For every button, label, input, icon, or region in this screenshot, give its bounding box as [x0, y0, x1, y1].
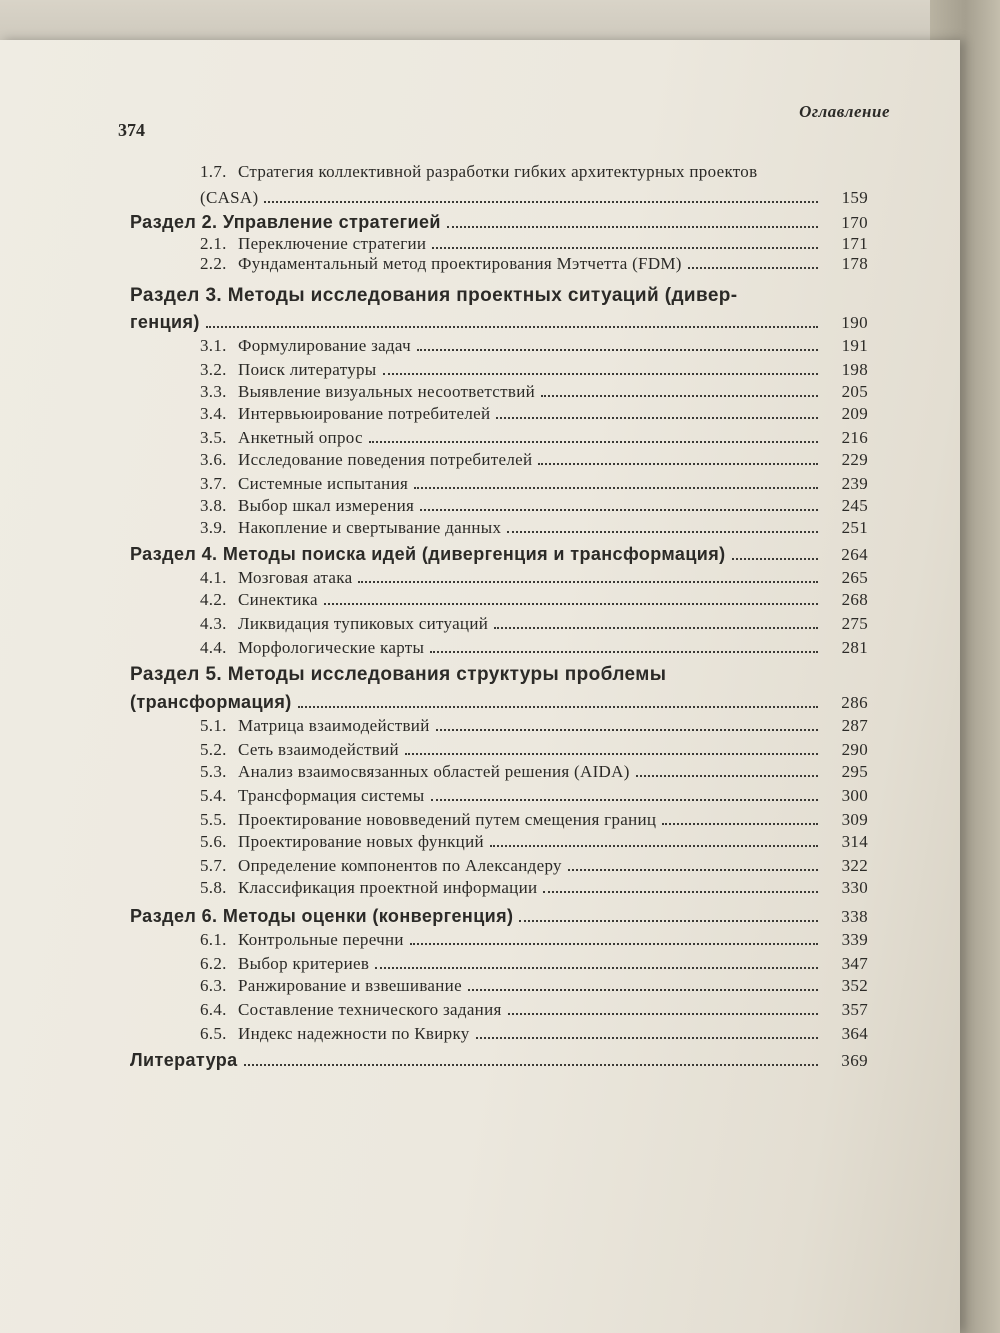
- toc-title-text: Контрольные перечни: [238, 930, 404, 949]
- toc-item-row[interactable]: [200, 762, 868, 782]
- dot-leader: [508, 1013, 818, 1015]
- toc-page-number: 198: [841, 360, 868, 379]
- toc-section-row[interactable]: [130, 692, 868, 713]
- toc-item-row[interactable]: [200, 930, 868, 950]
- toc-page-number: 300: [841, 786, 868, 805]
- toc-item-row[interactable]: [200, 786, 868, 806]
- toc-page-number: 159: [841, 188, 868, 207]
- toc-title-text: Классификация проектной информации: [238, 878, 538, 897]
- toc-item-number: 5.7.: [200, 856, 227, 875]
- toc-item-title: [200, 518, 501, 538]
- dot-leader: [543, 891, 818, 893]
- toc-page-number: 171: [841, 234, 868, 253]
- toc-item-number: 3.7.: [200, 474, 227, 493]
- dot-leader: [405, 753, 818, 755]
- toc-section-title: [130, 1050, 238, 1071]
- toc-page-number: 251: [841, 518, 868, 537]
- running-header: Оглавление: [799, 102, 890, 121]
- toc-title-text: Сеть взаимодействий: [238, 740, 399, 759]
- toc-item-number: 5.4.: [200, 786, 227, 805]
- toc-title-text: Анализ взаимосвязанных областей решения (AIDA): [238, 762, 630, 781]
- toc-item-number: 5.5.: [200, 810, 227, 829]
- toc-title-text: Индекс надежности по Квирку: [238, 1024, 470, 1043]
- toc-item-title: [200, 188, 258, 208]
- toc-page-number: 347: [841, 954, 868, 973]
- toc-item-row[interactable]: [200, 336, 868, 356]
- toc-title-text: Анкетный опрос: [238, 428, 363, 447]
- toc-item-row[interactable]: [200, 832, 868, 852]
- dot-leader: [375, 967, 818, 969]
- dot-leader: [420, 509, 818, 511]
- toc-title-text: Раздел 4. Методы поиска идей (дивергенция и трансформация): [130, 544, 726, 564]
- toc-item-row[interactable]: [200, 450, 868, 470]
- toc-page-number: 281: [841, 638, 868, 657]
- toc-item-row[interactable]: [200, 360, 868, 380]
- toc-item-row[interactable]: [200, 1024, 868, 1044]
- toc-page-number: 239: [841, 474, 868, 493]
- toc-section-line: [130, 285, 738, 307]
- dot-leader: [324, 603, 818, 605]
- toc-page-number: 216: [841, 428, 868, 447]
- toc-page-number: 286: [841, 693, 868, 712]
- book-page: [0, 40, 960, 1333]
- dot-leader: [541, 395, 818, 397]
- toc-title-text: Мозговая атака: [238, 568, 353, 587]
- toc-item-number: 5.8.: [200, 878, 227, 897]
- dot-leader: [688, 267, 818, 269]
- toc-page-number: 229: [841, 450, 868, 469]
- toc-item-number: 3.5.: [200, 428, 227, 447]
- toc-title-text: Матрица взаимодействий: [238, 716, 430, 735]
- toc-page-number: 309: [841, 810, 868, 829]
- toc-item-number: 4.2.: [200, 590, 227, 609]
- dot-leader: [519, 920, 818, 922]
- toc-item-row[interactable]: [200, 590, 868, 610]
- toc-title-line1: Стратегия коллективной разработки гибких архитектурных проектов: [238, 162, 758, 181]
- toc-title-text: Формулирование задач: [238, 336, 411, 355]
- toc-title-text: Морфологические карты: [238, 638, 425, 657]
- toc-page-number: 209: [841, 404, 868, 423]
- dot-leader: [476, 1037, 818, 1039]
- toc-title-text: Фундаментальный метод проектирования Мэтчетта (FDM): [238, 254, 682, 273]
- toc-section-row[interactable]: [130, 544, 868, 565]
- toc-title-text: Составление технического задания: [238, 1000, 502, 1019]
- toc-item-title: [200, 360, 377, 380]
- dot-leader: [490, 845, 818, 847]
- toc-page-number: 190: [841, 313, 868, 332]
- toc-section-row[interactable]: [130, 906, 868, 927]
- toc-item-number: 1.7.: [200, 162, 227, 181]
- toc-section-line: [130, 664, 666, 686]
- toc-item-number: 3.4.: [200, 404, 227, 423]
- toc-section-title: [130, 212, 441, 233]
- toc-item-row[interactable]: [200, 496, 868, 516]
- toc-title-text: Накопление и свертывание данных: [238, 518, 502, 537]
- toc-item-number: 6.2.: [200, 954, 227, 973]
- toc-item-number: 4.3.: [200, 614, 227, 633]
- toc-title-text: Раздел 6. Методы оценки (конвергенция): [130, 906, 514, 926]
- toc-title-text: Раздел 2. Управление стратегией: [130, 212, 441, 232]
- dot-leader: [298, 706, 818, 708]
- toc-item-line: [200, 162, 757, 182]
- toc-page-number: 290: [841, 740, 868, 759]
- toc-item-title: [200, 496, 414, 516]
- toc-item-title: [200, 1024, 470, 1044]
- toc-item-title: [200, 404, 490, 424]
- toc-item-row[interactable]: [200, 474, 868, 494]
- toc-item-title: [200, 1000, 502, 1020]
- toc-item-title: [200, 716, 430, 736]
- toc-item-title: [200, 254, 682, 274]
- dot-leader: [358, 581, 818, 583]
- toc-item-row[interactable]: [200, 614, 868, 634]
- toc-title-text: Поиск литературы: [238, 360, 377, 379]
- toc-section-title: [130, 312, 200, 333]
- toc-title-text: Определение компонентов по Александеру: [238, 856, 562, 875]
- toc-page-number: 330: [841, 878, 868, 897]
- dot-leader: [264, 201, 818, 203]
- toc-item-title: [200, 382, 535, 402]
- dot-leader: [494, 627, 818, 629]
- dot-leader: [414, 487, 818, 489]
- toc-title-text: Выбор шкал измерения: [238, 496, 415, 515]
- toc-item-row[interactable]: [200, 188, 868, 208]
- toc-section-title: [130, 692, 292, 713]
- toc-item-number: 2.1.: [200, 234, 227, 253]
- toc-item-number: 4.1.: [200, 568, 227, 587]
- dot-leader: [507, 531, 818, 533]
- dot-leader: [430, 651, 818, 653]
- toc-item-title: [200, 474, 408, 494]
- toc-item-row[interactable]: [200, 518, 868, 538]
- dot-leader: [568, 869, 818, 871]
- toc-title-line1: Раздел 3. Методы исследования проектных ситуаций (дивер-: [130, 285, 738, 306]
- toc-item-row[interactable]: [200, 976, 868, 996]
- dot-leader: [447, 226, 818, 228]
- toc-item-number: 6.5.: [200, 1024, 227, 1043]
- toc-item-row[interactable]: [200, 428, 868, 448]
- toc-item-title: [200, 930, 404, 950]
- dot-leader: [244, 1064, 818, 1066]
- dot-leader: [206, 326, 818, 328]
- toc-page-number: 170: [841, 213, 868, 232]
- toc-item-title: [200, 832, 484, 852]
- toc-title-text: Проектирование новых функций: [238, 832, 484, 851]
- toc-item-number: 3.3.: [200, 382, 227, 401]
- toc-item-row[interactable]: [200, 254, 868, 274]
- toc-title-text: Выбор критериев: [238, 954, 370, 973]
- toc-page-number: 314: [841, 832, 868, 851]
- dot-leader: [369, 441, 818, 443]
- toc-item-number: 6.1.: [200, 930, 227, 949]
- dot-leader: [431, 799, 819, 801]
- toc-item-number: 3.9.: [200, 518, 227, 537]
- toc-item-title: [200, 786, 425, 806]
- toc-page-number: 265: [841, 568, 868, 587]
- toc-item-title: [200, 878, 537, 898]
- toc-title-text: Синектика: [238, 590, 318, 609]
- toc-item-row[interactable]: [200, 856, 868, 876]
- toc-item-number: 5.2.: [200, 740, 227, 759]
- toc-title-text: (трансформация): [130, 692, 292, 712]
- toc-page-number: 364: [841, 1024, 868, 1043]
- toc-section-row[interactable]: [130, 1050, 868, 1071]
- toc-item-number: 6.4.: [200, 1000, 227, 1019]
- toc-title-text: Трансформация системы: [238, 786, 425, 805]
- toc-item-number: 5.3.: [200, 762, 227, 781]
- toc-page-number: 352: [841, 976, 868, 995]
- dot-leader: [636, 775, 818, 777]
- toc-item-number: 3.6.: [200, 450, 227, 469]
- toc-title-text: Системные испытания: [238, 474, 409, 493]
- toc-item-title: [200, 336, 411, 356]
- toc-title-text: Исследование поведения потребителей: [238, 450, 533, 469]
- toc-item-title: [200, 450, 532, 470]
- toc-title-text: Проектирование нововведений путем смещения границ: [238, 810, 657, 829]
- dot-leader: [538, 463, 818, 465]
- toc-page-number: 287: [841, 716, 868, 735]
- toc-item-row[interactable]: [200, 716, 868, 736]
- toc-item-title: [200, 810, 656, 830]
- table-of-contents: [0, 40, 960, 1333]
- toc-title-text: Ранжирование и взвешивание: [238, 976, 462, 995]
- toc-item-row[interactable]: [200, 404, 868, 424]
- dot-leader: [410, 943, 818, 945]
- toc-section-row[interactable]: [130, 212, 868, 233]
- toc-page-number: 205: [841, 382, 868, 401]
- dot-leader: [732, 558, 818, 560]
- toc-item-row[interactable]: [200, 878, 868, 898]
- toc-item-row[interactable]: [200, 568, 868, 588]
- toc-title-line1: Раздел 5. Методы исследования структуры проблемы: [130, 664, 667, 685]
- toc-page-number: 268: [841, 590, 868, 609]
- toc-item-number: 4.4.: [200, 638, 227, 657]
- toc-item-title: [200, 856, 562, 876]
- toc-item-title: [200, 568, 352, 588]
- toc-item-title: [200, 428, 363, 448]
- dot-leader: [662, 823, 818, 825]
- toc-page-number: 295: [841, 762, 868, 781]
- toc-item-title: [200, 638, 424, 658]
- toc-item-title: [200, 590, 318, 610]
- toc-title-text: Литература: [130, 1050, 238, 1070]
- toc-item-number: 2.2.: [200, 254, 227, 273]
- toc-item-number: 5.1.: [200, 716, 227, 735]
- toc-item-number: 3.1.: [200, 336, 227, 355]
- toc-page-number: 338: [841, 907, 868, 926]
- toc-item-number: 3.8.: [200, 496, 227, 515]
- toc-item-row[interactable]: [200, 954, 868, 974]
- toc-item-number: 6.3.: [200, 976, 227, 995]
- toc-item-title: [200, 762, 630, 782]
- toc-page-number: 339: [841, 930, 868, 949]
- toc-item-number: 5.6.: [200, 832, 227, 851]
- toc-item-row[interactable]: [200, 382, 868, 402]
- toc-page-number: 245: [841, 496, 868, 515]
- dot-leader: [436, 729, 818, 731]
- toc-title-text: Выявление визуальных несоответствий: [238, 382, 535, 401]
- dot-leader: [468, 989, 818, 991]
- dot-leader: [417, 349, 818, 351]
- toc-section-title: [130, 906, 513, 927]
- toc-title-text: Ликвидация тупиковых ситуаций: [238, 614, 489, 633]
- toc-page-number: 357: [841, 1000, 868, 1019]
- toc-title-text: Переключение стратегии: [238, 234, 427, 253]
- page-number: 374: [118, 120, 145, 140]
- toc-page-number: 264: [841, 545, 868, 564]
- toc-item-title: [200, 976, 462, 996]
- toc-page-number: 369: [841, 1051, 868, 1070]
- toc-page-number: 191: [841, 336, 868, 355]
- toc-page-number: 178: [841, 254, 868, 273]
- toc-item-number: 3.2.: [200, 360, 227, 379]
- toc-item-row[interactable]: [200, 810, 868, 830]
- toc-item-row[interactable]: [200, 234, 868, 254]
- dot-leader: [432, 247, 818, 249]
- toc-item-title: [200, 740, 399, 760]
- toc-section-title: [130, 544, 726, 565]
- toc-section-row[interactable]: [130, 312, 868, 333]
- toc-page-number: 275: [841, 614, 868, 633]
- toc-item-title: [200, 614, 488, 634]
- toc-title-text: Интервьюирование потребителей: [238, 404, 491, 423]
- toc-title-text: генция): [130, 312, 200, 332]
- toc-item-row[interactable]: [200, 638, 868, 658]
- toc-item-row[interactable]: [200, 1000, 868, 1020]
- toc-page-number: 322: [841, 856, 868, 875]
- toc-item-row[interactable]: [200, 740, 868, 760]
- dot-leader: [383, 373, 818, 375]
- toc-item-title: [200, 234, 426, 254]
- toc-item-title: [200, 954, 369, 974]
- dot-leader: [496, 417, 818, 419]
- toc-title-text: (CASA): [200, 188, 259, 207]
